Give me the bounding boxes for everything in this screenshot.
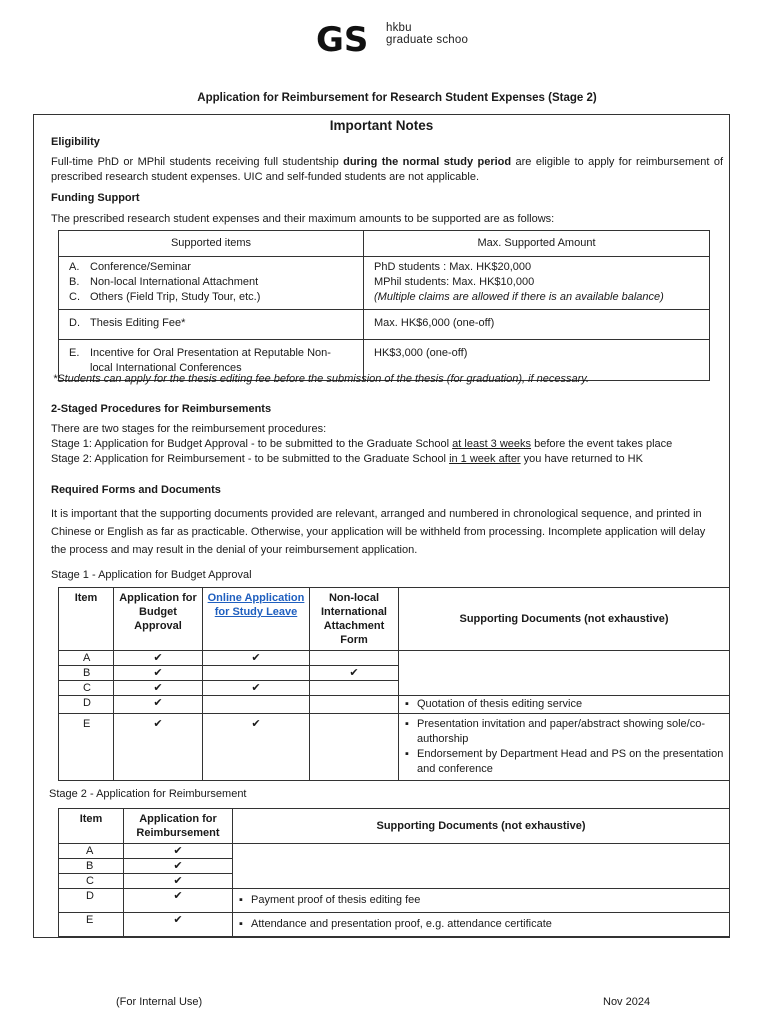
stage1-post: before the event takes place [531, 438, 673, 450]
item-cell: C [59, 874, 124, 889]
docs-cell-empty [399, 651, 730, 696]
check-cell: ✔ [310, 666, 399, 681]
table-row [59, 913, 730, 937]
stage1-table [58, 587, 730, 781]
check-cell: ✔ [124, 889, 233, 913]
items-cell [59, 257, 364, 310]
check-cell: ✔ [203, 681, 310, 696]
check-cell [203, 696, 310, 714]
item-text: Conference/Seminar [90, 261, 191, 273]
docs-cell [399, 696, 730, 714]
item-cell: B [59, 859, 124, 874]
forms-heading: Required Forms and Documents [51, 484, 221, 496]
col-max-amount: Max. Supported Amount [364, 231, 710, 257]
check-cell: ✔ [114, 651, 203, 666]
amount-mphil: MPhil students: Max. HK$10,000 [374, 276, 535, 288]
check-cell [310, 651, 399, 666]
amount-cell: Max. HK$6,000 (one-off) [364, 310, 710, 340]
item-text: Incentive for Oral Presentation at Reputable Non-local International Conferences [90, 347, 331, 374]
online-application-link[interactable]: Online Application for Study Leave [207, 592, 305, 618]
stage1-text [51, 437, 731, 452]
doc-item: ▪ Presentation invitation and paper/abstract showing sole/co-authorship [405, 717, 727, 747]
eligibility-text-pre: Full-time PhD or MPhil students receiving full studentship [51, 156, 344, 168]
stage2-post: you have returned to HK [520, 453, 643, 465]
doc-item: ▪ Payment proof of thesis editing fee [239, 893, 727, 908]
items-cell [59, 310, 364, 340]
docs-cell [233, 913, 730, 937]
docs-cell-empty [233, 844, 730, 889]
funding-intro: The prescribed research student expenses and their maximum amounts to be supported are as follows: [51, 213, 555, 225]
check-cell: ✔ [124, 844, 233, 859]
item-cell: A [59, 651, 114, 666]
check-cell: ✔ [203, 714, 310, 781]
col-budget-approval: Application for Budget Approval [114, 588, 203, 651]
document-title: Application for Reimbursement for Research Student Expenses (Stage 2) [197, 92, 597, 104]
item-cell: E [59, 913, 124, 937]
check-cell: ✔ [124, 859, 233, 874]
docs-cell [233, 889, 730, 913]
item-letter: B. [69, 276, 80, 288]
funding-support-heading: Funding Support [51, 192, 140, 204]
logo-text [386, 22, 468, 46]
check-cell [310, 696, 399, 714]
stage1-deadline: at least 3 weeks [452, 438, 532, 450]
item-cell: D [59, 696, 114, 714]
stage2-table [58, 808, 730, 937]
stage2-text [51, 452, 731, 467]
doc-item: ▪ Quotation of thesis editing service [405, 697, 727, 712]
check-cell: ✔ [114, 714, 203, 781]
doc-item: ▪ Endorsement by Department Head and PS on the presentation and conference [405, 747, 727, 777]
logo-line2: graduate schoo [386, 34, 469, 46]
table-row [59, 310, 710, 340]
eligibility-text-bold: during the normal study period [343, 156, 512, 168]
amount-phd: PhD students : Max. HK$20,000 [374, 261, 532, 273]
item-text: Non-local International Attachment [90, 276, 259, 288]
table-row [59, 714, 730, 781]
item-cell: B [59, 666, 114, 681]
col-supported-items: Supported items [59, 231, 364, 257]
item-text: Others (Field Trip, Study Tour, etc.) [90, 291, 261, 303]
check-cell: ✔ [114, 696, 203, 714]
table-row [59, 889, 730, 913]
logo-line1: hkbu [386, 22, 412, 34]
col-supporting-docs: Supporting Documents (not exhaustive) [233, 809, 730, 844]
col-online-application [203, 588, 310, 651]
check-cell: ✔ [114, 666, 203, 681]
item-cell: A [59, 844, 124, 859]
procedures-text [51, 422, 731, 467]
item-cell: D [59, 889, 124, 913]
stage2-label: Stage 2 - Application for Reimbursement [49, 788, 247, 800]
thesis-fee-footnote: *Students can apply for the thesis editing fee before the submission of the thesis (for graduation), if necessary. [53, 373, 590, 385]
item-text: Thesis Editing Fee* [90, 317, 186, 329]
stage2-pre: Stage 2: Application for Reimbursement - to be submitted to the Graduate School [51, 453, 450, 465]
stage2-deadline: in 1 week after [449, 453, 521, 465]
item-cell: C [59, 681, 114, 696]
check-cell [310, 714, 399, 781]
check-cell: ✔ [114, 681, 203, 696]
amount-note: (Multiple claims are allowed if there is an available balance) [374, 291, 664, 303]
eligibility-heading: Eligibility [51, 136, 100, 148]
eligibility-text [51, 155, 723, 185]
amount-cell: HK$3,000 (one-off) [364, 340, 710, 381]
forms-text: It is important that the supporting documents provided are relevant, arranged and numbered in chronological sequence, and printed in Chinese or English as far as practicable. Otherwise, your application will be withheld from processing. Incomplete application will delay the process and may result in the denial of your reimbursement application. [51, 508, 706, 556]
stage1-pre: Stage 1: Application for Budget Approval - to be submitted to the Graduate School [51, 438, 453, 450]
table-row [59, 257, 710, 310]
col-supporting-docs: Supporting Documents (not exhaustive) [399, 588, 730, 651]
item-letter: A. [69, 261, 80, 273]
procedures-heading: 2-Staged Procedures for Reimbursements [51, 403, 272, 415]
table-row [59, 651, 730, 666]
procedures-intro: There are two stages for the reimbursement procedures: [51, 423, 327, 435]
stage1-label: Stage 1 - Application for Budget Approval [51, 569, 252, 581]
col-item: Item [59, 588, 114, 651]
col-reimbursement: Application for Reimbursement [124, 809, 233, 844]
amount-cell [364, 257, 710, 310]
item-letter: D. [69, 317, 80, 329]
logo-mark: GS [316, 20, 369, 56]
eligibility-text-post: are eligible to apply for reimbursement of prescribed research student expenses. UIC and self-funded students are not applicable. [51, 156, 723, 183]
item-letter: E. [69, 347, 80, 359]
check-cell: ✔ [124, 874, 233, 889]
item-cell: E [59, 714, 114, 781]
footer-internal-use: (For Internal Use) [116, 996, 203, 1008]
check-cell: ✔ [203, 651, 310, 666]
col-attachment-form: Non-local International Attachment Form [310, 588, 399, 651]
item-letter: C. [69, 291, 80, 303]
doc-item: ▪ Attendance and presentation proof, e.g. attendance certificate [239, 917, 727, 932]
check-cell: ✔ [124, 913, 233, 937]
funding-support-table [58, 230, 710, 381]
footer-date: Nov 2024 [603, 996, 651, 1008]
col-item: Item [59, 809, 124, 844]
important-notes-title: Important Notes [329, 118, 434, 133]
check-cell [203, 666, 310, 681]
check-cell [310, 681, 399, 696]
docs-cell [399, 714, 730, 781]
table-row [59, 844, 730, 859]
table-row [59, 696, 730, 714]
